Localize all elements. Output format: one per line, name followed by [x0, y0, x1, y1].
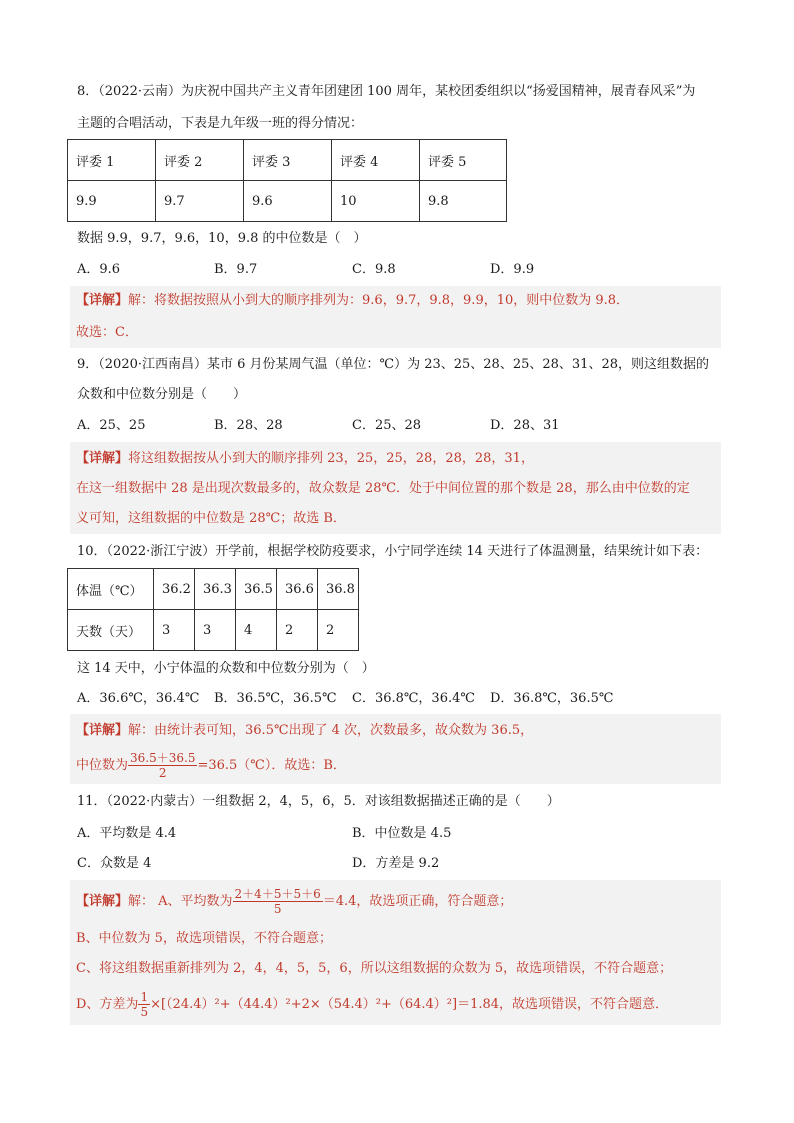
q8-solution-line2: 故选：C． [76, 325, 138, 340]
q8-option-d: D．9.9 [490, 262, 535, 277]
q9-option-b: B．28、28 [214, 418, 283, 433]
q11-stem-line1: 11．（2022·内蒙古）一组数据 2，4，5，6，5．对该组数据描述正确的是（ ） [77, 794, 560, 809]
q11-option-c: C．众数是 4 [77, 856, 152, 871]
fraction-denominator: 5 [273, 902, 282, 916]
table-header-cell: 评委 4 [332, 140, 420, 181]
table-header-cell: 评委 2 [156, 140, 244, 181]
table-cell: 36.6 [277, 569, 318, 610]
solution-tag: 【详解】 [76, 723, 129, 738]
fraction [138, 990, 150, 1019]
q11-solution-line4 [76, 990, 668, 1020]
fraction-numerator: 36.5＋36.5 [130, 751, 196, 765]
q10-option-d: D．36.8℃，36.5℃ [490, 691, 614, 706]
q9-option-d: D．28、31 [490, 418, 560, 433]
table-row-label: 天数（天） [68, 610, 154, 651]
q9-solution-line3: 义可知，这组数据的中位数是 28℃；故选 B． [76, 511, 346, 526]
q10-option-b: B．36.5℃，36.5℃ [214, 691, 337, 706]
table-cell: 10 [332, 181, 420, 222]
table-cell: 36.5 [236, 569, 277, 610]
table-row-label: 体温（℃） [68, 569, 154, 610]
solution-text: 将这组数据按从小到大的顺序排列 23，25，25，28，28，28，31， [128, 451, 534, 466]
table-cell: 36.8 [318, 569, 359, 610]
q8-score-table [67, 139, 507, 222]
solution-text: =36.5（℃）．故选：B． [197, 758, 346, 773]
solution-text: ＝4.4，故选项正确，符合题意； [322, 894, 513, 909]
table-header-cell: 评委 3 [244, 140, 332, 181]
q10-solution-line1 [76, 722, 533, 740]
q11-option-b: B．中位数是 4.5 [352, 826, 452, 841]
q9-option-a: A．25、25 [77, 418, 146, 433]
table-cell: 4 [236, 610, 277, 651]
q11-option-d: D．方差是 9.2 [352, 856, 440, 871]
solution-text: 解：将数据按照从小到大的顺序排列为：9.6，9.7，9.8，9.9，10，则中位数为 9.8． [128, 293, 630, 308]
table-cell: 3 [154, 610, 195, 651]
fraction [128, 751, 197, 780]
q9-solution-line2: 在这一组数据中 28 是出现次数最多的，故众数是 28℃．处于中间位置的那个数是 28，那么由中位数的定 [76, 481, 690, 496]
table-cell: 9.9 [68, 181, 156, 222]
q10-question: 这 14 天中，小宁体温的众数和中位数分别为（ ） [77, 661, 375, 676]
solution-text: ×[（24.4）²+（44.4）²+2×（54.4）²+（64.4）²]＝1.84，故选项错误，不符合题意． [150, 997, 669, 1012]
q11-option-a: A．平均数是 4.4 [77, 826, 177, 841]
table-cell: 3 [195, 610, 236, 651]
q11-solution-line2: B、中位数为 5，故选项错误，不符合题意； [76, 931, 332, 946]
fraction-denominator: 5 [140, 1005, 149, 1019]
table-cell: 2 [277, 610, 318, 651]
fraction-numerator: 2＋4＋5＋5＋6 [234, 887, 321, 901]
q8-stem-line1: 8．（2022·云南）为庆祝中国共产主义青年团建团 100 周年，某校团委组织以“扬爱国精神，展青春风采”为 [77, 84, 696, 99]
q8-stem-line2: 主题的合唱活动，下表是九年级一班的得分情况： [77, 116, 364, 131]
q8-option-c: C．9.8 [352, 262, 396, 277]
q9-stem-line1: 9．（2020·江西南昌）某市 6 月份某周气温（单位：℃）为 23、25、28、25、28、31、28，则这组数据的 [77, 357, 709, 372]
q10-solution-line2 [76, 750, 346, 782]
table-cell: 36.2 [154, 569, 195, 610]
table-cell: 36.3 [195, 569, 236, 610]
solution-text: 中位数为 [76, 758, 129, 773]
table-cell: 2 [318, 610, 359, 651]
q8-option-b: B．9.7 [214, 262, 258, 277]
fraction [233, 887, 323, 916]
solution-tag: 【详解】 [76, 293, 129, 308]
q8-solution-line1 [76, 292, 629, 310]
table-cell: 9.7 [156, 181, 244, 222]
q10-stem-line1: 10．（2022·浙江宁波）开学前，根据学校防疫要求，小宁同学连续 14 天进行了体温测量，结果统计如下表： [77, 544, 709, 559]
table-cell: 9.6 [244, 181, 332, 222]
table-cell: 9.8 [420, 181, 507, 222]
q8-question: 数据 9.9，9.7，9.6，10，9.8 的中位数是（ ） [77, 231, 367, 246]
q10-option-c: C．36.8℃，36.4℃ [352, 691, 475, 706]
q8-option-a: A．9.6 [77, 262, 121, 277]
q8-solution-box [70, 286, 721, 348]
q10-option-a: A．36.6℃，36.4℃ [77, 691, 200, 706]
table-header-cell: 评委 5 [420, 140, 507, 181]
solution-text: 解：由统计表可知，36.5℃出现了 4 次，次数最多，故众数为 36.5， [128, 723, 534, 738]
solution-tag: 【详解】 [76, 894, 129, 909]
table-header-cell: 评委 1 [68, 140, 156, 181]
q10-temperature-table [67, 568, 359, 651]
solution-text: 解： A、平均数为 [128, 894, 233, 909]
q11-solution-box [70, 880, 721, 1025]
q9-option-c: C．25、28 [352, 418, 422, 433]
q9-solution-line1 [76, 450, 534, 468]
q9-solution-box [70, 442, 721, 534]
fraction-denominator: 2 [158, 766, 167, 780]
q11-solution-line3: C、将这组数据重新排列为 2，4，4，5，5，6，所以这组数据的众数为 5，故选项错误，不符合题意； [76, 961, 673, 976]
q10-solution-box [70, 714, 721, 784]
solution-text: D、方差为 [76, 997, 139, 1012]
solution-tag: 【详解】 [76, 451, 129, 466]
fraction-numerator: 1 [140, 990, 149, 1004]
q11-solution-line1 [76, 886, 512, 918]
q9-stem-line2: 众数和中位数分别是（ ） [77, 387, 247, 402]
